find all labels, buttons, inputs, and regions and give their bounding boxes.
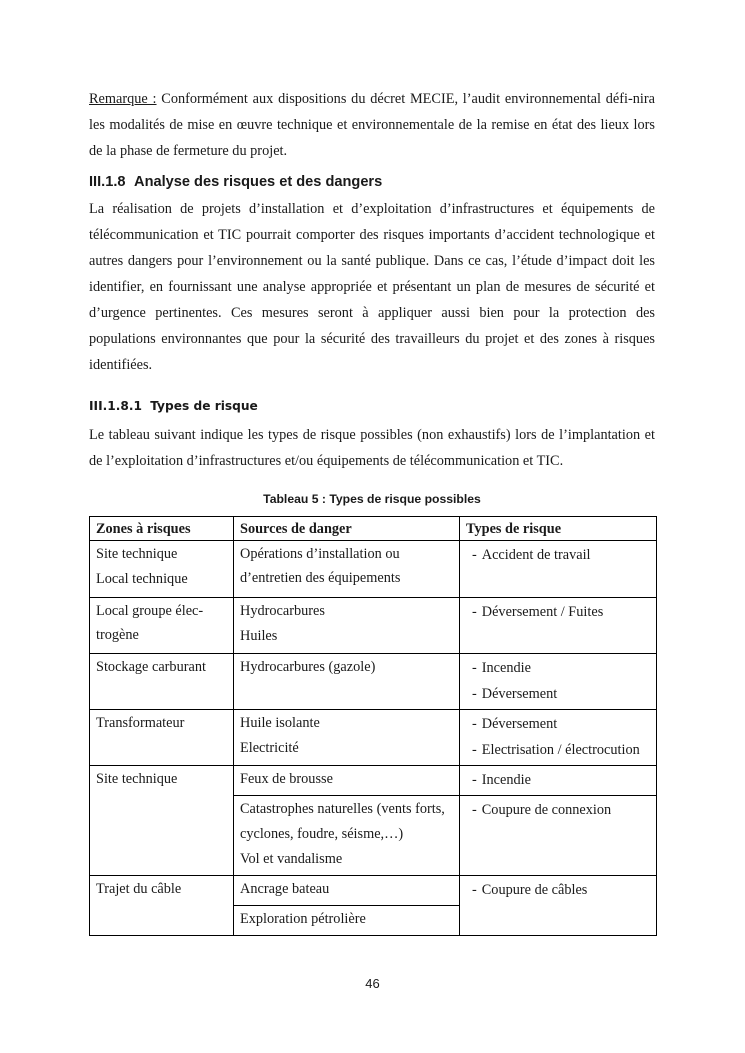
bullet-dash: -	[472, 882, 477, 898]
subsection-heading	[89, 396, 655, 416]
type-cell	[460, 541, 657, 598]
table-row	[90, 876, 657, 906]
table-caption: Tableau 5 : Types de risque possibles	[263, 492, 481, 506]
source-line: Exploration pétrolière	[240, 911, 366, 927]
section-title: Analyse des risques et des dangers	[134, 174, 383, 190]
zone-cell	[90, 541, 234, 598]
header-zones: Zones à risques	[90, 517, 234, 541]
zone-line: Transformateur	[96, 715, 185, 731]
source-line: Vol et vandalisme	[240, 851, 343, 867]
source-cell	[234, 654, 460, 710]
remark-label: Remarque :	[89, 91, 157, 107]
source-cell	[234, 710, 460, 766]
type-item: - Incendie	[472, 660, 531, 676]
page-number: 46	[365, 976, 380, 991]
header-sources: Sources de danger	[234, 517, 460, 541]
document-page	[89, 84, 655, 936]
type-cell	[460, 598, 657, 654]
zone-line: Site technique	[96, 771, 178, 787]
source-line: Feux de brousse	[240, 771, 333, 787]
source-cell	[234, 796, 460, 876]
table-row	[90, 541, 657, 598]
source-line: Catastrophes naturelles (vents forts, cyclones, foudre, séisme,…)	[240, 801, 445, 842]
bullet-dash: -	[472, 772, 477, 788]
zone-cell	[90, 598, 234, 654]
table-row	[90, 710, 657, 766]
table-row	[90, 598, 657, 654]
zone-cell	[90, 876, 234, 936]
table-row	[90, 654, 657, 710]
type-cell	[460, 710, 657, 766]
bullet-dash: -	[472, 742, 477, 758]
zone-line: Local technique	[96, 571, 188, 587]
type-item: - Accident de travail	[472, 547, 591, 563]
risk-table	[89, 516, 657, 936]
subsection-paragraph: Le tableau suivant indique les types de risque possibles (non exhaustifs) lors de l’implantation et de l’exploitation d’infrastructures et/ou équipements de télécommunication et TIC.	[89, 427, 655, 469]
source-line: Huiles	[240, 628, 278, 644]
zone-line: Site technique	[96, 546, 178, 562]
source-line: Hydrocarbures	[240, 603, 325, 619]
source-cell	[234, 876, 460, 906]
bullet-dash: -	[472, 802, 477, 818]
type-item: - Coupure de câbles	[472, 882, 588, 898]
zone-cell	[90, 654, 234, 710]
source-line: Ancrage bateau	[240, 881, 330, 897]
subsection-number: III.1.8.1	[89, 399, 142, 413]
section-paragraph: La réalisation de projets d’installation et d’exploitation d’infrastructures et équipements de télécommunication et TIC pourrait comporter des risques importants d’accident technologique et autres dangers pour l’environnement ou la santé publique. Dans ce cas, l’étude d’impact doit les identifier, en fournissant une analyse appropriée et présentant un plan de mesures de sécurité et d’urgence pertinentes. Ces mesures seront à appliquer aussi bien pour la protection des populations environnantes que pour la sécurité des travailleurs du projet et des zones à risques identifiées.	[89, 201, 655, 373]
bullet-dash: -	[472, 686, 477, 702]
remark-paragraph	[89, 86, 655, 164]
section-heading	[89, 172, 655, 192]
table-row	[90, 766, 657, 796]
source-cell	[234, 598, 460, 654]
type-cell	[460, 766, 657, 796]
source-line: Huile isolante	[240, 715, 320, 731]
zone-line: Trajet du câble	[96, 881, 182, 897]
source-line: Hydrocarbures (gazole)	[240, 659, 376, 675]
remark-text: Conformément aux dispositions du décret MECIE, l’audit environnemental défi-nira les modalités de mise en œuvre technique et environnementale de la remise en état des lieux lors de la phase de fermeture du projet.	[89, 91, 655, 159]
type-item: - Déversement	[472, 716, 558, 732]
bullet-dash: -	[472, 547, 477, 563]
type-cell	[460, 796, 657, 876]
table-header-row	[90, 517, 657, 541]
source-line: Electricité	[240, 740, 299, 756]
type-cell	[460, 654, 657, 710]
type-item: - Electrisation / électrocution	[472, 742, 640, 758]
zone-line: Stockage carburant	[96, 659, 206, 675]
type-item: - Coupure de connexion	[472, 802, 612, 818]
source-cell	[234, 766, 460, 796]
bullet-dash: -	[472, 716, 477, 732]
zone-cell	[90, 766, 234, 876]
section-number: III.1.8	[89, 174, 126, 190]
type-cell	[460, 876, 657, 936]
type-item: - Déversement / Fuites	[472, 604, 604, 620]
type-item: - Incendie	[472, 772, 531, 788]
source-cell	[234, 906, 460, 936]
bullet-dash: -	[472, 604, 477, 620]
zone-cell	[90, 710, 234, 766]
bullet-dash: -	[472, 660, 477, 676]
type-item: - Déversement	[472, 686, 558, 702]
source-line: Opérations d’installation ou d’entretien des équipements	[240, 546, 401, 586]
zone-line: Local groupe élec-trogène	[96, 603, 204, 643]
subsection-title: Types de risque	[150, 399, 258, 413]
header-types: Types de risque	[460, 517, 657, 541]
source-cell	[234, 541, 460, 598]
